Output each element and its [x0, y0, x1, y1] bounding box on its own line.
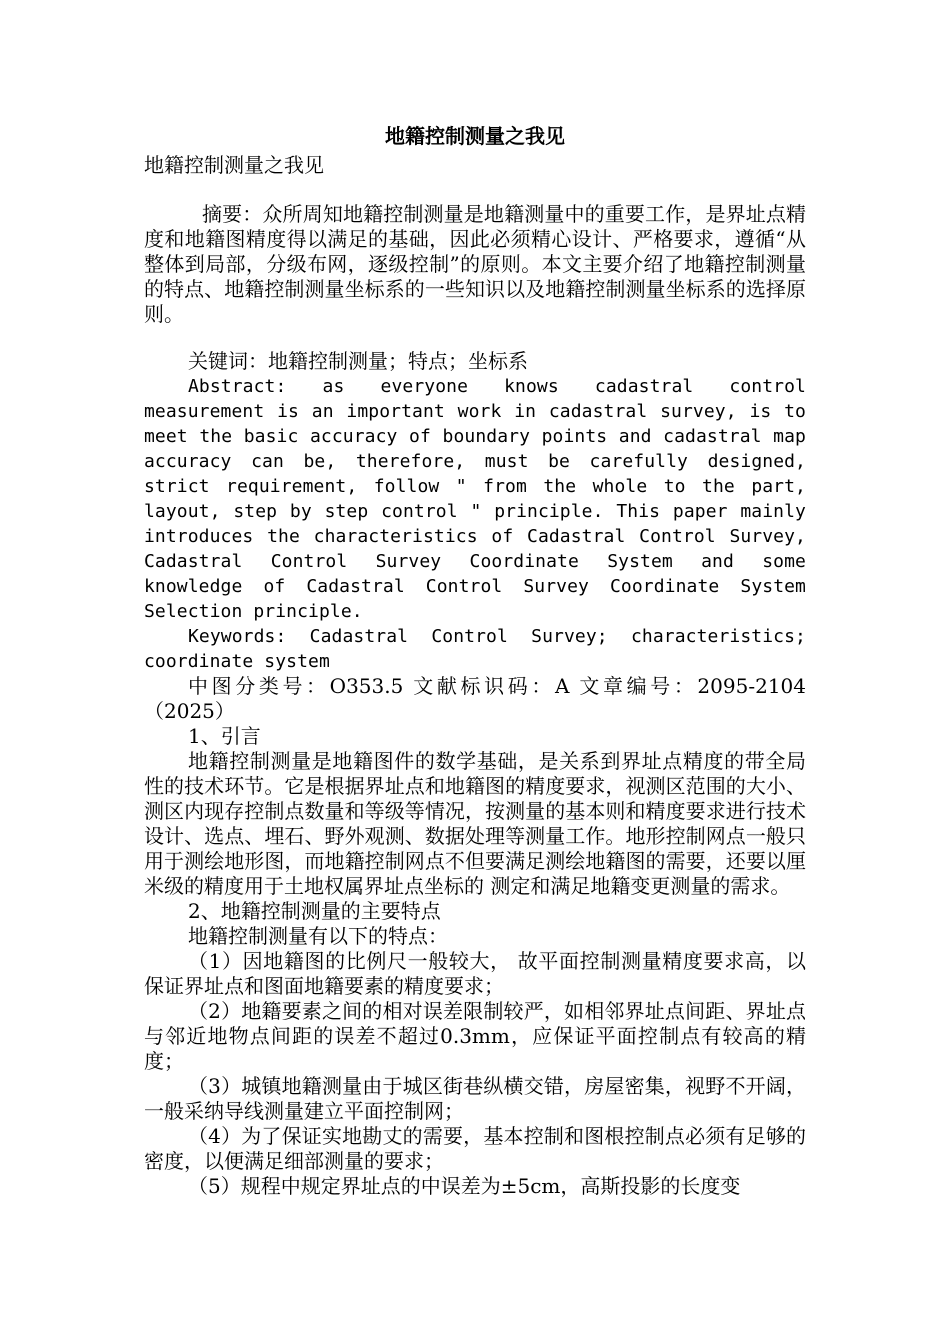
keywords-chinese: 关键词：地籍控制测量；特点；坐标系 [188, 349, 528, 373]
document-title: 地籍控制测量之我见 [385, 124, 565, 148]
section-1-body: 地籍控制测量是地籍图件的数学基础，是关系到界址点精度的带全局性的技术环节。它是根据界址点和地籍图的精度要求，视测区范围的大小、测区内现存控制点数量和等级等情况，按测量的基本则和精度要求进行技术设计、选点、埋石、野外观测、数据处理等测量工作。地形控制网点一般只用于测绘地形图，而地籍控制网点不但要满足测绘地籍图的需要，还要以厘米级的精度用于土地权属界址点坐标的 测定和满足地籍变更测量的需求。 [144, 749, 806, 898]
list-item: （5）规程中规定界址点的中误差为±5cm，高斯投影的长度变 [188, 1174, 741, 1198]
keywords-english: Keywords: Cadastral Control Survey; characteristics; coordinate system [144, 626, 806, 672]
list-item: （2）地籍要素之间的相对误差限制较严，如相邻界址点间距、界址点与邻近地物点间距的误差不超过0.3mm，应保证平面控制点有较高的精度； [144, 999, 806, 1073]
section-2-heading: 2、地籍控制测量的主要特点 [188, 899, 441, 923]
classification-line: 中图分类号：O353.5 文献标识码：A 文章编号：2095-2104（2025） [144, 674, 806, 723]
list-item: （4）为了保证实地勘丈的需要，基本控制和图根控制点必须有足够的密度，以便满足细部测量的要求； [144, 1124, 806, 1173]
abstract-english: Abstract: as everyone knows cadastral control measurement is an important work in cadastral survey, is to meet the basic accuracy of boundary points and cadastral map accuracy can be, therefore, must be carefully designed, strict requirement, follow " from the whole to the part, layout, step by step control " principle. This paper mainly introduces the characteristics of Cadastral Control Survey, Cadastral Control Survey Coordinate System and some knowledge of Cadastral Control Survey Coordinate System Selection principle. [144, 376, 806, 622]
spacer [144, 178, 806, 202]
document-page [144, 120, 806, 1199]
abstract-chinese: 摘要：众所周知地籍控制测量是地籍测量中的重要工作，是界址点精度和地籍图精度得以满足的基础，因此必须精心设计、严格要求，遵循“从整体到局部，分级布网，逐级控制”的原则。本文主要介绍了地籍控制测量的特点、地籍控制测量坐标系的一些知识以及地籍控制测量坐标系的选择原则。 [144, 202, 806, 326]
section-2-intro: 地籍控制测量有以下的特点： [188, 924, 448, 948]
list-item: （1）因地籍图的比例尺一般较大， 故平面控制测量精度要求高，以保证界址点和图面地籍要素的精度要求； [144, 949, 806, 998]
document-subtitle: 地籍控制测量之我见 [144, 153, 324, 177]
section-1-heading: 1、引言 [188, 724, 261, 748]
spacer [144, 327, 806, 349]
list-item: （3）城镇地籍测量由于城区街巷纵横交错，房屋密集，视野不开阔，一般采纳导线测量建立平面控制网； [144, 1074, 806, 1123]
